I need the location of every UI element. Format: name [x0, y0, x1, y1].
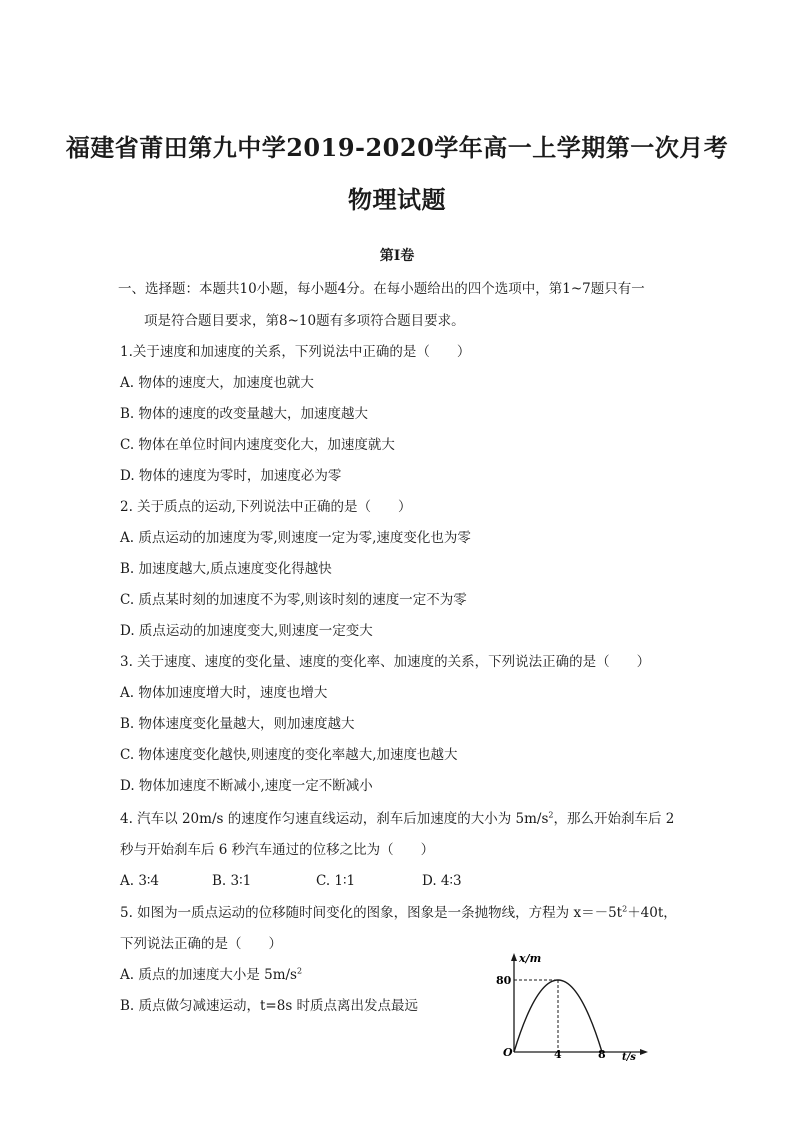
x-tick-4: 4 [554, 1048, 562, 1061]
q3-option-d: D. 物体加速度不断减小,速度一定不断减小 [120, 778, 373, 794]
q4-options [120, 872, 520, 890]
q2-stem: 2. 关于质点的运动,下列说法中正确的是（ ） [120, 499, 412, 515]
exam-subtitle: 物理试题 [348, 185, 446, 214]
q2-option-a: A. 质点运动的加速度为零,则速度一定为零,速度变化也为零 [120, 530, 471, 546]
q5-stem-line-1: 5. 如图为一质点运动的位移随时间变化的图象，图象是一条抛物线，方程为 $x=-5t^2+40t$， [120, 904, 677, 921]
y-tick-80: 80 [496, 974, 512, 987]
q3-option-a: A. 物体加速度增大时，速度也增大 [120, 685, 328, 701]
q3-option-c: C. 物体速度变化越快,则速度的变化率越大,加速度也越大 [120, 747, 458, 763]
volume-heading: 第Ⅰ卷 [379, 248, 415, 264]
instruction-line-2: 项是符合题目要求，第8~10题有多项符合题目要求。 [144, 313, 465, 329]
q1-option-d: D. 物体的速度为零时，加速度必为零 [120, 468, 342, 484]
q4-option-d: D. 4∶3 [422, 873, 462, 889]
q2-option-b: B. 加速度越大,质点速度变化得越快 [120, 561, 332, 577]
q4-stem-line-1: 4. 汽车以 20m/s 的速度作匀速直线运动，刹车后加速度的大小为 $5m/s^2$，那么开始刹车后 2 [120, 810, 675, 827]
q1-option-a: A. 物体的速度大，加速度也就大 [120, 375, 314, 391]
q4-option-b: B. 3∶1 [212, 873, 252, 889]
x-tick-8: 8 [598, 1048, 606, 1061]
q5-stem-line-2: 下列说法正确的是（ ） [120, 936, 282, 952]
q3-stem: 3. 关于速度、速度的变化量、速度的变化率、加速度的关系，下列说法正确的是（ ） [120, 654, 651, 670]
x-axis-arrow-icon [640, 1049, 648, 1055]
q4-option-a: A. 3∶4 [120, 873, 160, 889]
q4-option-c: C. 1∶1 [316, 873, 356, 889]
displacement-time-graph [492, 950, 652, 1062]
q1-stem: 1.关于速度和加速度的关系，下列说法中正确的是（ ） [120, 344, 471, 360]
superscript: 2 [622, 904, 628, 914]
q2-option-c: C. 质点某时刻的加速度不为零,则该时刻的速度一定不为零 [120, 592, 467, 608]
exam-title: 福建省莆田第九中学2019-2020学年高一上学期第一次月考 [65, 133, 729, 162]
q5-option-b: B. 质点做匀减速运动，t=8s 时质点离出发点最远 [120, 998, 419, 1014]
q1-option-c: C. 物体在单位时间内速度变化大，加速度就大 [120, 437, 395, 453]
q3-option-b: B. 物体速度变化量越大，则加速度越大 [120, 716, 355, 732]
q4-stem-line-2: 秒与开始刹车后 6 秒汽车通过的位移之比为（ ） [120, 842, 435, 858]
q5-option-a: A. 质点的加速度大小是 $5m/s^2$ [120, 966, 303, 983]
y-axis-arrow-icon [511, 953, 517, 961]
q2-option-d: D. 质点运动的加速度变大,则速度一定变大 [120, 623, 373, 639]
superscript: 2 [548, 810, 554, 820]
origin-label: O [503, 1046, 513, 1059]
q1-option-b: B. 物体的速度的改变量越大，加速度越大 [120, 406, 369, 422]
instruction-line-1: 一、选择题：本题共10小题，每小题4分。在每小题给出的四个选项中，第1~7题只有一 [118, 281, 645, 297]
y-axis-label: x/m [519, 952, 542, 965]
superscript: 2 [297, 966, 303, 976]
x-axis-label: t/s [622, 1052, 636, 1062]
